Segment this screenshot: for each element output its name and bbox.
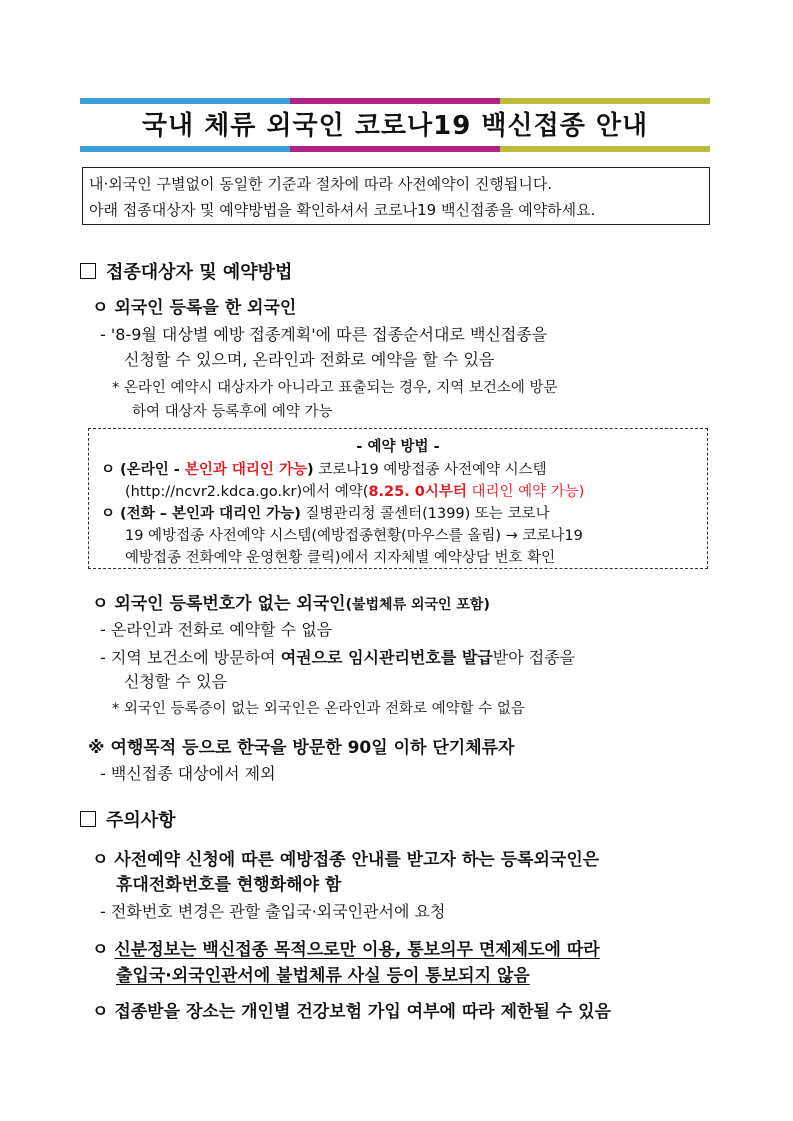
- section-heading-text: 주의사항: [106, 810, 176, 831]
- header-bar-top-blue: [80, 98, 290, 104]
- intro-line-1: 내·외국인 구별없이 동일한 기준과 절차에 따라 사전예약이 진행됩니다.: [89, 175, 553, 193]
- precaution-2-text-2: 출입국·외국인관서에 불법체류 사실 등이 통보되지 않음: [116, 966, 530, 986]
- registered-line-2: 신청할 수 있으며, 온라인과 전화로 예약을 할 수 있음: [124, 350, 495, 369]
- header-bar-bottom-blue: [80, 146, 290, 152]
- online-highlight: 본인과 대리인 가능: [184, 462, 307, 478]
- section-heading-precautions: [80, 806, 176, 832]
- phone-rest: 질병관리청 콜센터(1399) 또는 코로나: [300, 506, 550, 522]
- section-heading-text: 접종대상자 및 예약방법: [106, 262, 293, 283]
- phone-method-line-1: [101, 502, 550, 523]
- unregistered-heading: [92, 589, 490, 614]
- checkbox-square-icon: [80, 811, 96, 827]
- online-date-highlight: 8.25. 0시부터: [368, 484, 467, 500]
- short-term-line-1: - 백신접종 대상에서 제외: [100, 764, 276, 783]
- intro-box: [82, 167, 710, 225]
- unregistered-line-2-a: - 지역 보건소에 방문하여: [100, 648, 281, 667]
- precaution-2-line-1: [92, 935, 600, 960]
- online-method-line-2: [125, 480, 584, 501]
- phone-method-line-3: 예방접종 전화예약 운영현황 클릭)에서 지자체별 예약상담 번호 확인: [125, 550, 556, 566]
- unregistered-line-2: [100, 645, 575, 668]
- online-rest: 코로나19 예방접종 사전예약 시스템: [313, 462, 547, 478]
- online-url-text: (http://ncvr2.kdca.go.kr)에서 예약(: [125, 484, 369, 500]
- unregistered-line-2-bold: 여권으로 임시관리번호를 발급: [280, 648, 493, 667]
- unregistered-line-3: 신청할 수 있음: [124, 672, 227, 691]
- online-prefix: ㅇ (온라인 -: [101, 462, 185, 478]
- online-close: ): [306, 462, 314, 478]
- header-bar-top-olive: [500, 98, 710, 104]
- header-bar-bottom-magenta: [290, 146, 500, 152]
- unregistered-note: * 외국인 등록증이 없는 외국인은 온라인과 전화로 예약할 수 없음: [112, 701, 525, 717]
- precaution-2-prefix: ㅇ: [92, 940, 115, 960]
- page-title: 국내 체류 외국인 코로나19 백신접종 안내: [141, 111, 649, 141]
- header-bar-top-magenta: [290, 98, 500, 104]
- precaution-3: ㅇ 접종받을 장소는 개인별 건강보험 가입 여부에 따라 제한될 수 있음: [92, 1002, 611, 1022]
- precaution-1-sub: - 전화번호 변경은 관할 출입국·외국인관서에 요청: [100, 902, 446, 921]
- online-method-line-1: [101, 458, 547, 479]
- short-term-heading: ※ 여행목적 등으로 한국을 방문한 90일 이하 단기체류자: [88, 738, 515, 758]
- unregistered-line-1: - 온라인과 전화로 예약할 수 없음: [100, 620, 333, 639]
- unregistered-line-2-c: 받아 접종을: [492, 648, 576, 667]
- checkbox-square-icon: [80, 263, 96, 279]
- unregistered-heading-note: (불법체류 외국인 포함): [345, 597, 490, 613]
- phone-method-line-2: 19 예방접종 사전예약 시스템(예방접종현황(마우스를 올림) → 코로나19: [125, 528, 583, 544]
- phone-bold: ㅇ (전화 – 본인과 대리인 가능): [101, 506, 301, 522]
- section-heading-eligibility: [80, 258, 292, 284]
- header-bar-bottom-olive: [500, 146, 710, 152]
- registered-line-1: - '8-9월 대상별 예방 접종계획'에 따른 접종순서대로 백신접종을: [100, 325, 548, 344]
- precaution-2-text-1: 신분정보는 백신접종 목적으로만 이용, 통보의무 면제제도에 따라: [114, 940, 600, 960]
- registered-heading: ㅇ 외국인 등록을 한 외국인: [92, 298, 297, 318]
- intro-line-2: 아래 접종대상자 및 예약방법을 확인하셔서 코로나19 백신접종을 예약하세요.: [89, 201, 596, 219]
- registered-note-2: 하여 대상자 등록후에 예약 가능: [132, 404, 333, 420]
- precaution-1-line-1: ㅇ 사전예약 신청에 따른 예방접종 안내를 받고자 하는 등록외국인은: [92, 850, 600, 870]
- reservation-box-title: - 예약 방법 -: [356, 439, 440, 455]
- reservation-method-box: [88, 428, 708, 569]
- precaution-2-line-2: [116, 961, 530, 986]
- precaution-1-line-2: 휴대전화번호를 현행화해야 함: [116, 875, 342, 895]
- unregistered-heading-text: ㅇ 외국인 등록번호가 없는 외국인: [92, 594, 346, 614]
- online-proxy-note: 대리인 예약 가능): [466, 484, 585, 500]
- registered-note-1: * 온라인 예약시 대상자가 아니라고 표출되는 경우, 지역 보건소에 방문: [112, 380, 558, 396]
